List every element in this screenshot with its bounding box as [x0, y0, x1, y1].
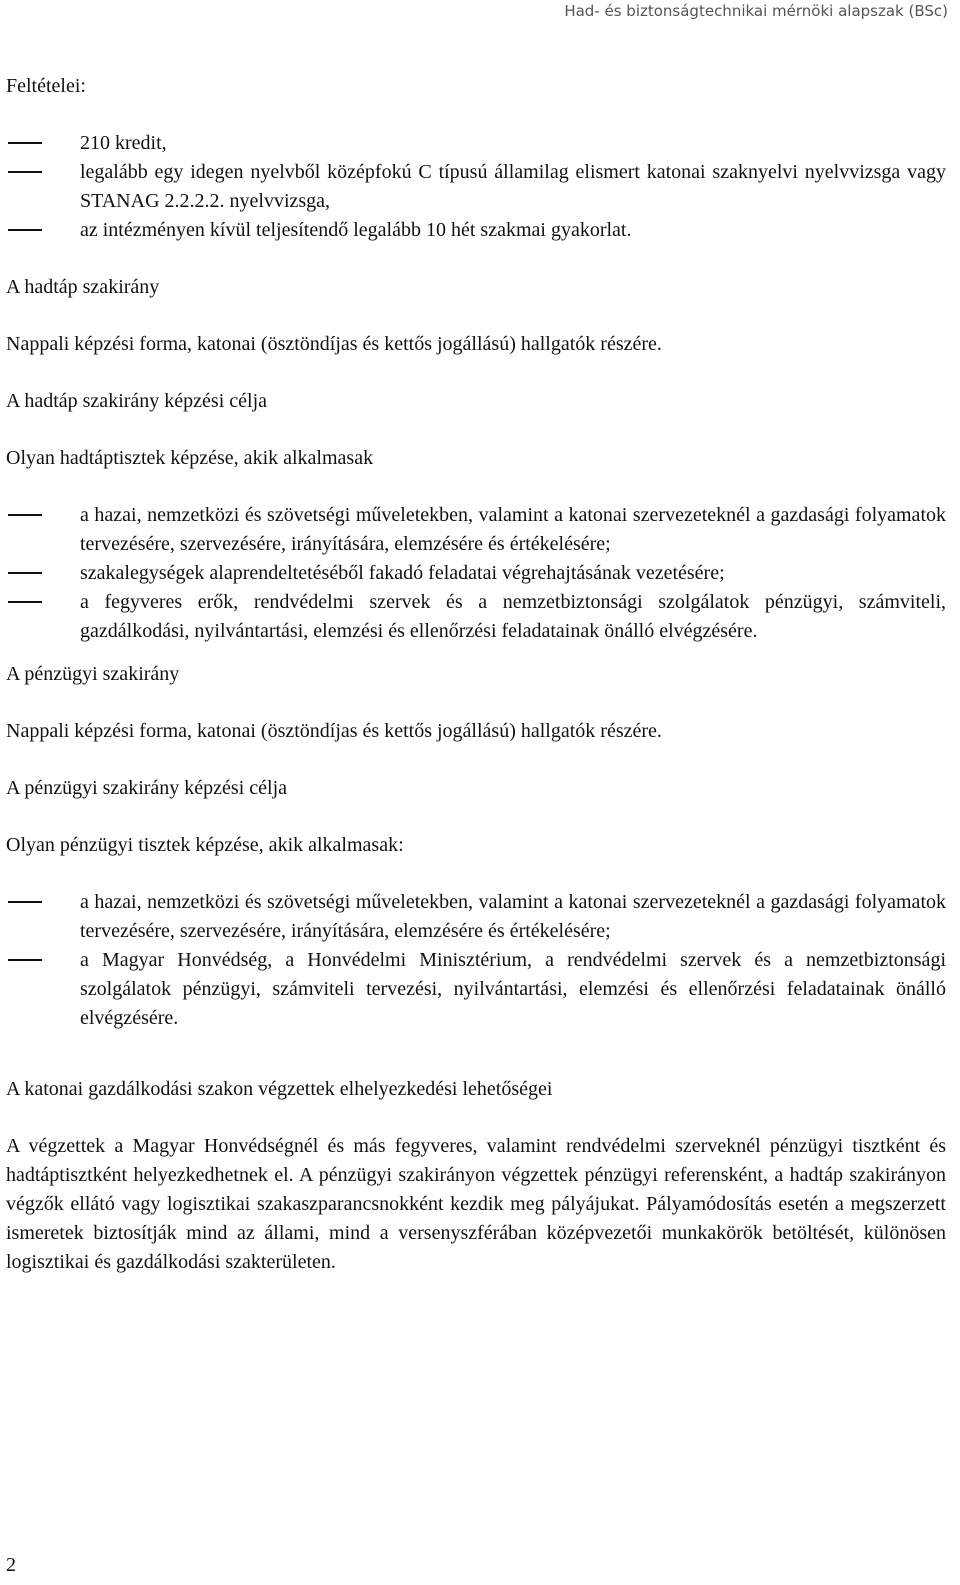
- document-body: [6, 72, 946, 1277]
- hadtap-goal-title: A hadtáp szakirány képzési célja: [6, 390, 267, 412]
- careers-title: A katonai gazdálkodási szakon végzettek elhelyezkedési lehetőségei: [6, 1078, 553, 1100]
- penzugyi-goal-intro: Olyan pénzügyi tisztek képzése, akik alkalmasak:: [6, 834, 404, 856]
- penzugyi-title: A pénzügyi szakirány: [6, 663, 180, 685]
- list-item: a hazai, nemzetközi és szövetségi műveletekben, valamint a katonai szervezeteknél a gazdasági folyamatok tervezésére, szervezésére, irányítására, elemzésére és értékelésére;: [6, 501, 946, 559]
- penzugyi-goal-title: A pénzügyi szakirány képzési célja: [6, 777, 287, 799]
- list-item: legalább egy idegen nyelvből középfokú C típusú államilag elismert katonai szaknyelvi nyelvvizsga vagy STANAG 2.2.2.2. nyelvvizsga,: [6, 158, 946, 216]
- hadtap-goal-intro: Olyan hadtáptisztek képzése, akik alkalmasak: [6, 447, 374, 469]
- hadtap-title: A hadtáp szakirány: [6, 276, 160, 298]
- list-item: az intézményen kívül teljesítendő legalább 10 hét szakmai gyakorlat.: [6, 216, 946, 245]
- hadtap-form: Nappali képzési forma, katonai (ösztöndíjas és kettős jogállású) hallgatók részére.: [6, 333, 662, 355]
- list-item: a fegyveres erők, rendvédelmi szervek és a nemzetbiztonsági szolgálatok pénzügyi, számviteli, gazdálkodási, nyilvántartási, elemzési és ellenőrzési feladatainak önálló elvégzésére.: [6, 588, 946, 646]
- careers-text: A végzettek a Magyar Honvédségnél és más fegyveres, valamint rendvédelmi szerveknél pénzügyi tisztként és hadtáptisztként helyezkedhetnek el. A pénzügyi szakirányon végzettek pénzügyi referensként, a hadtáp szakirányon végzők ellátó vagy logisztikai szakaszparancsnokként kezdik meg pályájukat. Pályamódosítás esetén a megszerzett ismeretek biztosítják mind az állami, mind a versenyszférában középvezetői munkakörök betöltését, különösen logisztikai és gazdálkodási szakterületen.: [6, 1135, 946, 1273]
- conditions-list: [6, 129, 946, 245]
- running-header: Had- és biztonságtechnikai mérnöki alapszak (BSc): [564, 2, 948, 20]
- hadtap-goal-list: [6, 501, 946, 646]
- penzugyi-form: Nappali képzési forma, katonai (ösztöndíjas és kettős jogállású) hallgatók részére.: [6, 720, 662, 742]
- list-item: a Magyar Honvédség, a Honvédelmi Minisztérium, a rendvédelmi szervek és a nemzetbiztonsági szolgálatok pénzügyi, számviteli tervezési, nyilvántartási, elemzési és ellenőrzési feladatainak önálló elvégzésére.: [6, 946, 946, 1033]
- penzugyi-goal-list: [6, 888, 946, 1033]
- list-item: 210 kredit,: [6, 129, 946, 158]
- conditions-title: Feltételei:: [6, 75, 86, 97]
- page-number: 2: [6, 1554, 16, 1576]
- list-item: a hazai, nemzetközi és szövetségi műveletekben, valamint a katonai szervezeteknél a gazdasági folyamatok tervezésére, szervezésére, irányítására, elemzésére és értékelésére;: [6, 888, 946, 946]
- list-item: szakalegységek alaprendeltetéséből fakadó feladatai végrehajtásának vezetésére;: [6, 559, 946, 588]
